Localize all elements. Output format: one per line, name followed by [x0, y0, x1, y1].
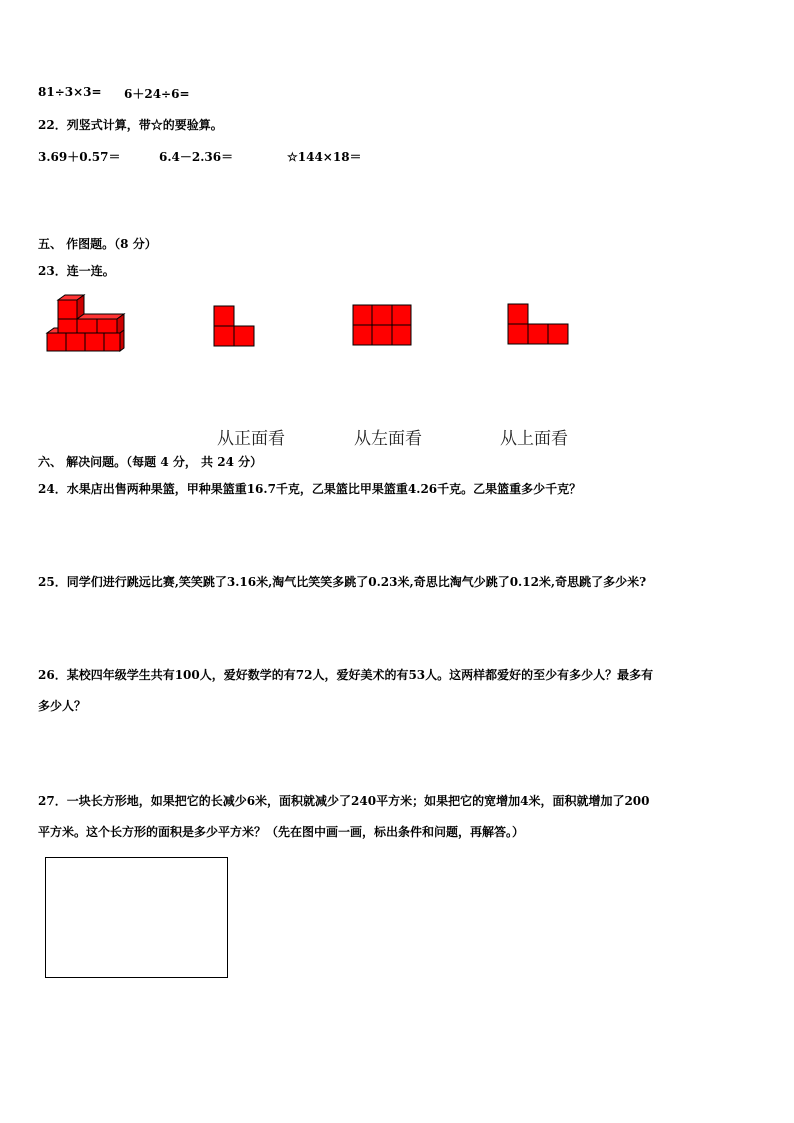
- q26-line-2: 多少人？: [38, 699, 87, 713]
- label-left-view: 从左面看: [354, 429, 422, 449]
- q23-title: 23．连一连。: [38, 264, 115, 278]
- expr-6-plus-24-div-6: 6＋24÷6=: [124, 87, 190, 101]
- view-shape-rect-2x3: [352, 304, 412, 346]
- view-shape-l-small: [213, 305, 255, 347]
- cube-stack-3d: [44, 293, 126, 353]
- section-5-heading: 五、 作图题。（8 分）: [38, 237, 157, 251]
- q27-line-2: 平方米。这个长方形的面积是多少平方米？（先在图中画一画，标出条件和问题，再解答。）: [38, 825, 525, 839]
- q22-expr-3: ☆144×18＝: [287, 150, 362, 164]
- label-top-view: 从上面看: [500, 429, 568, 449]
- q25-text: 25．同学们进行跳远比赛,笑笑跳了3.16米,淘气比笑笑多跳了0.23米,奇思比淘气少跳了0.12米,奇思跳了多少米?: [38, 575, 647, 589]
- q22-expr-2: 6.4－2.36＝: [159, 150, 234, 164]
- expr-81-div-3-mul-3: 81÷3×3=: [38, 85, 102, 99]
- view-shape-l-long: [507, 303, 569, 345]
- label-front-view: 从正面看: [217, 429, 285, 449]
- q27-line-1: 27．一块长方形地，如果把它的长减少6米，面积就减少了240平方米；如果把它的宽增加4米，面积就增加了200: [38, 794, 650, 808]
- q22-expr-1: 3.69＋0.57＝: [38, 150, 121, 164]
- rectangle-drawing-box[interactable]: [45, 857, 228, 978]
- section-6-heading: 六、 解决问题。（每题 4 分， 共 24 分）: [38, 455, 263, 469]
- q26-line-1: 26．某校四年级学生共有100人，爱好数学的有72人，爱好美术的有53人。这两样都爱好的至少有多少人？最多有: [38, 668, 654, 682]
- q24-text: 24．水果店出售两种果篮，甲种果篮重16.7千克，乙果篮比甲果篮重4.26千克。乙果篮重多少千克？: [38, 482, 582, 496]
- q22-title: 22．列竖式计算，带☆的要验算。: [38, 118, 223, 132]
